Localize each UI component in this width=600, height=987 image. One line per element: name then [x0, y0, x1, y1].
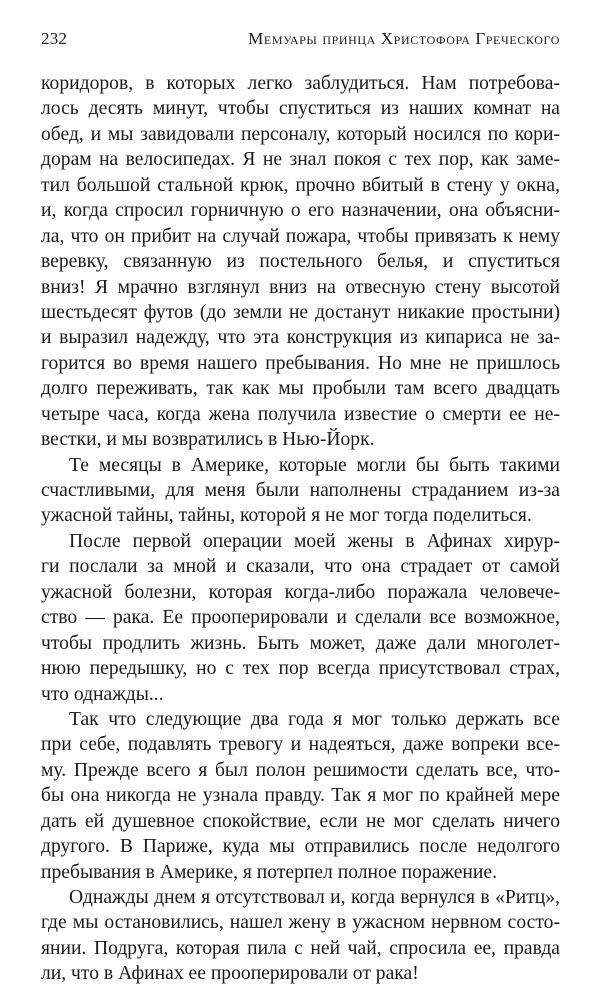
text-line: пребывания в Америке, я потерпел полное поражение.	[41, 861, 497, 883]
text-line: что однажды...	[41, 683, 164, 705]
text-line: ли, что в Афинах ее прооперировали от рака!	[41, 963, 419, 985]
text-line: шестьдесят футов (до земли не достанут никакие простыни)	[41, 301, 560, 323]
text-line: обед, и мы завидовали персоналу, который носился по кори-	[41, 123, 560, 145]
text-line: при себе, подавлять тревогу и надеяться, даже вопреки все-	[41, 734, 560, 756]
text-line: вниз! Я мрачно взглянул вниз на отвесную стену высотой	[41, 276, 560, 298]
text-line: ство — рака. Ее прооперировали и сделали все возможное,	[41, 607, 560, 629]
text-line: где мы остановились, нашел жену в ужасном нервном состо-	[41, 912, 560, 934]
text-line: тил большой стальной крюк, прочно вбитый в стену у окна,	[41, 174, 560, 196]
text-line: ужасной болезни, которая когда-либо поражала человече-	[41, 581, 560, 603]
text-line: и выразил надежду, что эта конструкция из кипариса не за-	[41, 327, 560, 349]
text-line: Те месяцы в Америке, которые могли бы быть такими	[69, 454, 560, 476]
text-line: бы она никогда не узнала правду. Так я мог по крайней мере	[41, 785, 560, 807]
text-line: долго переживать, так как мы пробыли там всего двадцать	[41, 378, 560, 400]
paragraph	[41, 71, 560, 453]
text-line: янии. Подруга, которая пила с ней чай, спросила ее, правда	[41, 937, 560, 959]
running-title: Мемуары принца Христофора Греческого	[248, 29, 560, 48]
text-line: му. Прежде всего я был полон решимости сделать все, что-	[41, 759, 560, 781]
text-line: ла, что он прибит на случай пожара, чтобы привязать к нему	[41, 225, 560, 247]
text-line: четыре часа, когда жена получила известие о смерти ее не-	[41, 403, 560, 425]
text-line: ужасной тайны, тайны, которой я не мог тогда поделиться.	[41, 505, 532, 527]
paragraph	[41, 707, 560, 885]
page-header	[41, 29, 560, 53]
text-line: дорам на велосипедах. Я не знал покоя с тех пор, как заме-	[41, 149, 560, 171]
text-line: коридоров, в которых легко заблудиться. Нам потребова-	[41, 73, 560, 94]
text-line: вестки, и мы возвратились в Нью-Йорк.	[41, 429, 375, 451]
text-line: горится во время нашего пребывания. Но мне не пришлось	[41, 352, 560, 374]
text-line: Однажды днем я отсутствовал и, когда вернулся в «Ритц»,	[69, 887, 560, 908]
text-line: Так что следующие два года я мог только держать все	[69, 708, 560, 730]
text-body	[41, 71, 560, 987]
text-line: ги послали за мной и сказали, что она страдает от самой	[41, 556, 560, 578]
text-line: лось десять минут, чтобы спуститься из наших комнат на	[41, 98, 560, 120]
text-line: нюю передышку, но с тех пор всегда присутствовал страх,	[41, 658, 560, 680]
text-line: другого. В Париже, куда мы отправились после недолгого	[41, 836, 560, 858]
text-line: чтобы продлить жизнь. Быть может, даже дали многолет-	[41, 632, 560, 654]
text-line: и, когда спросил горничную о его назначении, она объясни-	[41, 200, 560, 222]
paragraph	[41, 453, 560, 529]
text-line: дать ей душевное спокойствие, если не мог сделать ничего	[41, 810, 560, 832]
text-line: счастливыми, для меня были наполнены страданием из-за	[41, 480, 560, 501]
page-number: 232	[41, 29, 68, 48]
paragraph	[41, 529, 560, 707]
text-line: После первой операции моей жены в Афинах хирур-	[69, 530, 560, 552]
text-line: веревку, связанную из постельного белья, и спуститься	[41, 251, 560, 273]
